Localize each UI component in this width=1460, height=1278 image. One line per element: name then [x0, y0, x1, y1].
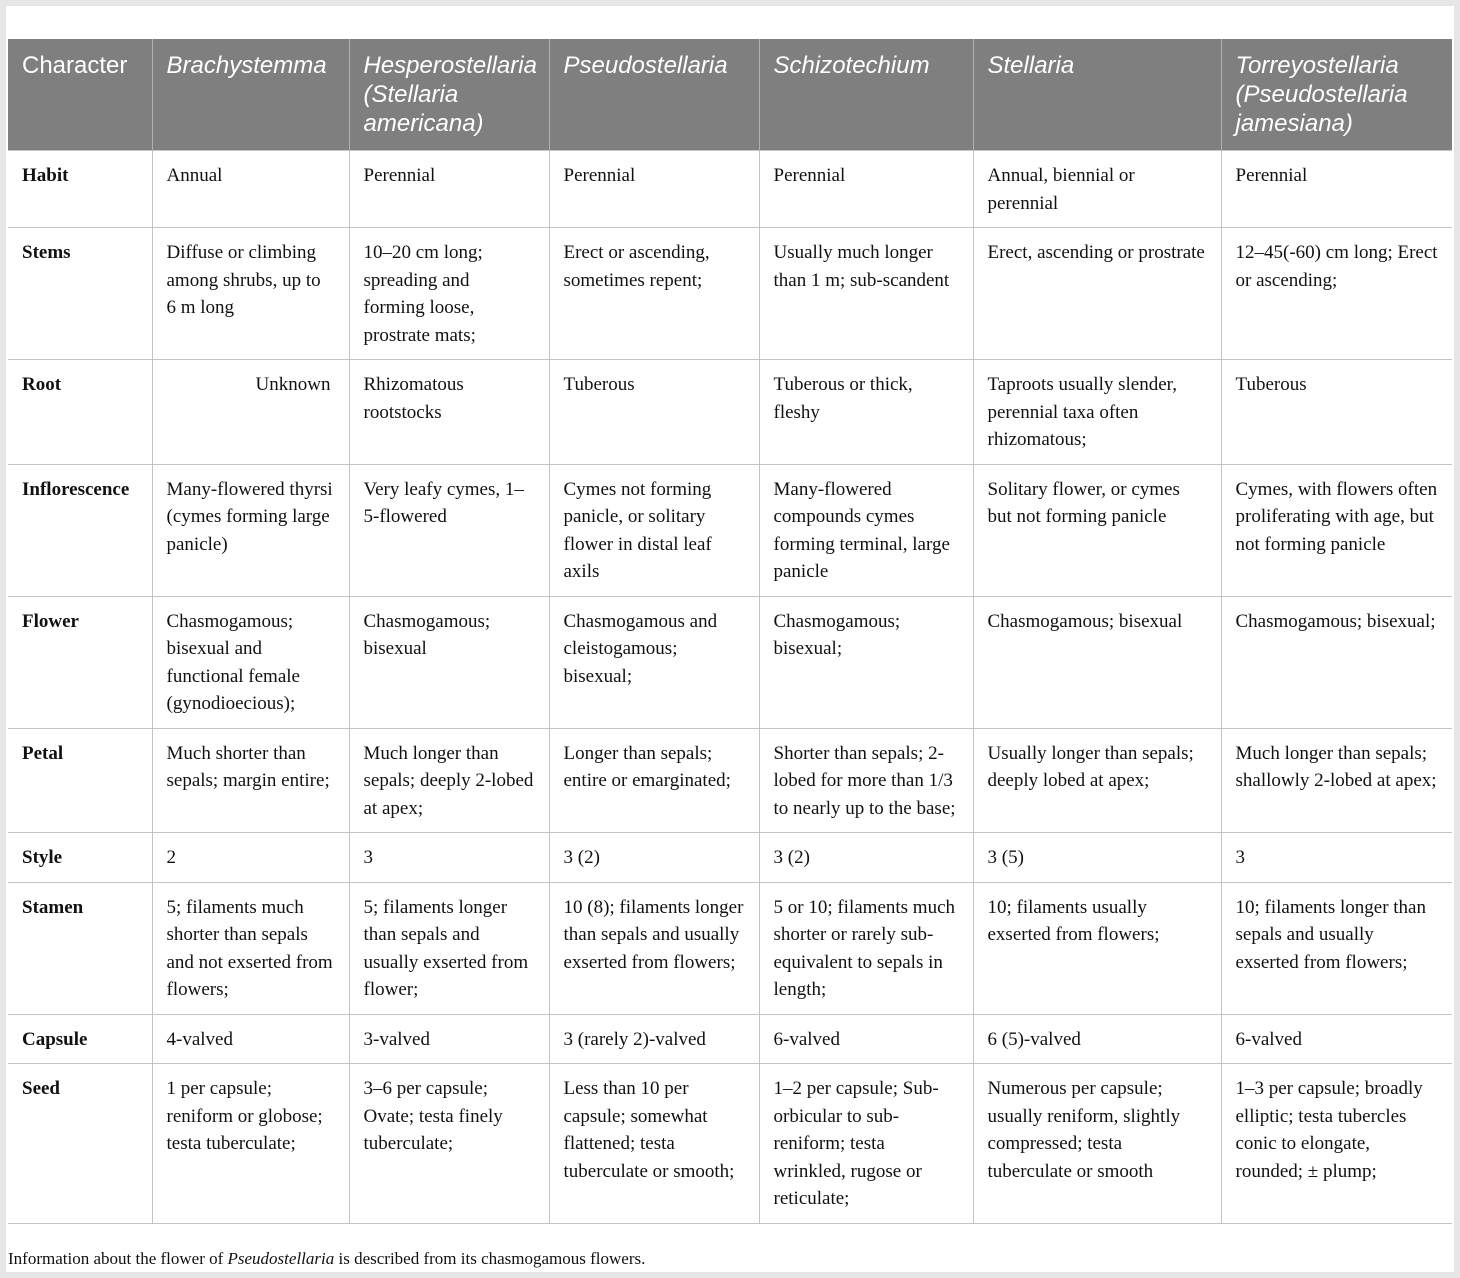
header-schizotechium: Schizotechium	[759, 39, 973, 151]
footnote-text-before: Information about the flower of	[8, 1249, 228, 1268]
table-cell: Much shorter than sepals; margin entire;	[152, 728, 349, 833]
table-cell: Less than 10 per capsule; somewhat flattened; testa tuberculate or smooth;	[549, 1064, 759, 1224]
table-cell: Erect or ascending, sometimes repent;	[549, 228, 759, 360]
table-cell: Annual, biennial or perennial	[973, 151, 1221, 228]
table-cell: Annual	[152, 151, 349, 228]
table-row	[8, 596, 1452, 728]
table-cell: Cymes, with flowers often proliferating with age, but not forming panicle	[1221, 464, 1452, 596]
table-cell: 3	[1221, 833, 1452, 883]
footnote-text-after: is described from its chasmogamous flowers.	[334, 1249, 646, 1268]
table-cell: 5; filaments much shorter than sepals and not exserted from flowers;	[152, 882, 349, 1014]
table-cell: 3–6 per capsule; Ovate; testa finely tuberculate;	[349, 1064, 549, 1224]
table-row	[8, 228, 1452, 360]
table-cell: Chasmogamous; bisexual	[973, 596, 1221, 728]
row-label: Seed	[8, 1064, 152, 1224]
table-cell: Numerous per capsule; usually reniform, slightly compressed; testa tuberculate or smooth	[973, 1064, 1221, 1224]
table-cell: Usually much longer than 1 m; sub-scandent	[759, 228, 973, 360]
table-cell: Longer than sepals; entire or emarginated;	[549, 728, 759, 833]
table-cell: 3 (5)	[973, 833, 1221, 883]
table-footnote	[8, 1249, 645, 1269]
table-cell: 10–20 cm long; spreading and forming loose, prostrate mats;	[349, 228, 549, 360]
header-brachystemma: Brachystemma	[152, 39, 349, 151]
table-cell: Very leafy cymes, 1–5-flowered	[349, 464, 549, 596]
table-cell: 1–3 per capsule; broadly elliptic; testa tubercles conic to elongate, rounded; ± plump;	[1221, 1064, 1452, 1224]
table-cell: Shorter than sepals; 2-lobed for more than 1/3 to nearly up to the base;	[759, 728, 973, 833]
table-cell: Unknown	[152, 360, 349, 465]
table-cell: Perennial	[549, 151, 759, 228]
table-cell: Chasmogamous; bisexual	[349, 596, 549, 728]
table-cell: 3 (2)	[759, 833, 973, 883]
table-cell: Diffuse or climbing among shrubs, up to 6 m long	[152, 228, 349, 360]
table-cell: 1 per capsule; reniform or globose; testa tuberculate;	[152, 1064, 349, 1224]
table-cell: Erect, ascending or prostrate	[973, 228, 1221, 360]
table-cell: Taproots usually slender, perennial taxa often rhizomatous;	[973, 360, 1221, 465]
header-pseudostellaria: Pseudostellaria	[549, 39, 759, 151]
table-cell: Chasmogamous; bisexual;	[1221, 596, 1452, 728]
table-cell: Many-flowered thyrsi (cymes forming large panicle)	[152, 464, 349, 596]
table-cell: 3	[349, 833, 549, 883]
table-row	[8, 151, 1452, 228]
table-row	[8, 1014, 1452, 1064]
row-label: Root	[8, 360, 152, 465]
table-cell: Solitary flower, or cymes but not forming panicle	[973, 464, 1221, 596]
table-cell: Perennial	[349, 151, 549, 228]
table-cell: Many-flowered compounds cymes forming terminal, large panicle	[759, 464, 973, 596]
row-label: Flower	[8, 596, 152, 728]
table-cell: 6 (5)-valved	[973, 1014, 1221, 1064]
table-cell: 6-valved	[759, 1014, 973, 1064]
row-label: Habit	[8, 151, 152, 228]
table-cell: Perennial	[759, 151, 973, 228]
table-row	[8, 728, 1452, 833]
table-row	[8, 833, 1452, 883]
table-cell: 2	[152, 833, 349, 883]
table-cell: Chasmogamous; bisexual and functional female (gynodioecious);	[152, 596, 349, 728]
table-row	[8, 464, 1452, 596]
table-cell: Rhizomatous rootstocks	[349, 360, 549, 465]
table-cell: Usually longer than sepals; deeply lobed at apex;	[973, 728, 1221, 833]
table-cell: 3-valved	[349, 1014, 549, 1064]
comparison-table	[8, 39, 1452, 1224]
table-row	[8, 360, 1452, 465]
table-cell: Chasmogamous; bisexual;	[759, 596, 973, 728]
table-cell: 10; filaments longer than sepals and usually exserted from flowers;	[1221, 882, 1452, 1014]
row-label: Petal	[8, 728, 152, 833]
header-row	[8, 39, 1452, 151]
table-cell: Tuberous	[1221, 360, 1452, 465]
row-label: Stems	[8, 228, 152, 360]
row-label: Style	[8, 833, 152, 883]
header-hesperostellaria: Hesperostellaria (Stellaria americana)	[349, 39, 549, 151]
table-cell: 12–45(-60) cm long; Erect or ascending;	[1221, 228, 1452, 360]
table-cell: Much longer than sepals; shallowly 2-lobed at apex;	[1221, 728, 1452, 833]
row-label: Capsule	[8, 1014, 152, 1064]
header-character: Character	[8, 39, 152, 151]
row-label: Stamen	[8, 882, 152, 1014]
table-cell: Much longer than sepals; deeply 2-lobed at apex;	[349, 728, 549, 833]
table-row	[8, 1064, 1452, 1224]
table-cell: 5 or 10; filaments much shorter or rarely sub-equivalent to sepals in length;	[759, 882, 973, 1014]
table-cell: 5; filaments longer than sepals and usually exserted from flower;	[349, 882, 549, 1014]
footnote-genus: Pseudostellaria	[227, 1249, 335, 1268]
table-cell: 6-valved	[1221, 1014, 1452, 1064]
table-cell: 10; filaments usually exserted from flowers;	[973, 882, 1221, 1014]
table-cell: 1–2 per capsule; Sub-orbicular to sub-reniform; testa wrinkled, rugose or reticulate;	[759, 1064, 973, 1224]
header-torreyostellaria: Torreyostellaria (Pseudostellaria jamesiana)	[1221, 39, 1452, 151]
table-cell: 10 (8); filaments longer than sepals and usually exserted from flowers;	[549, 882, 759, 1014]
table-cell: 4-valved	[152, 1014, 349, 1064]
table-cell: 3 (2)	[549, 833, 759, 883]
table-cell: Cymes not forming panicle, or solitary flower in distal leaf axils	[549, 464, 759, 596]
table-cell: Chasmogamous and cleistogamous; bisexual;	[549, 596, 759, 728]
row-label: Inflorescence	[8, 464, 152, 596]
table-cell: Tuberous or thick, fleshy	[759, 360, 973, 465]
table-cell: 3 (rarely 2)-valved	[549, 1014, 759, 1064]
table-cell: Tuberous	[549, 360, 759, 465]
table-row	[8, 882, 1452, 1014]
table-cell: Perennial	[1221, 151, 1452, 228]
table-frame	[6, 6, 1454, 1272]
header-stellaria: Stellaria	[973, 39, 1221, 151]
